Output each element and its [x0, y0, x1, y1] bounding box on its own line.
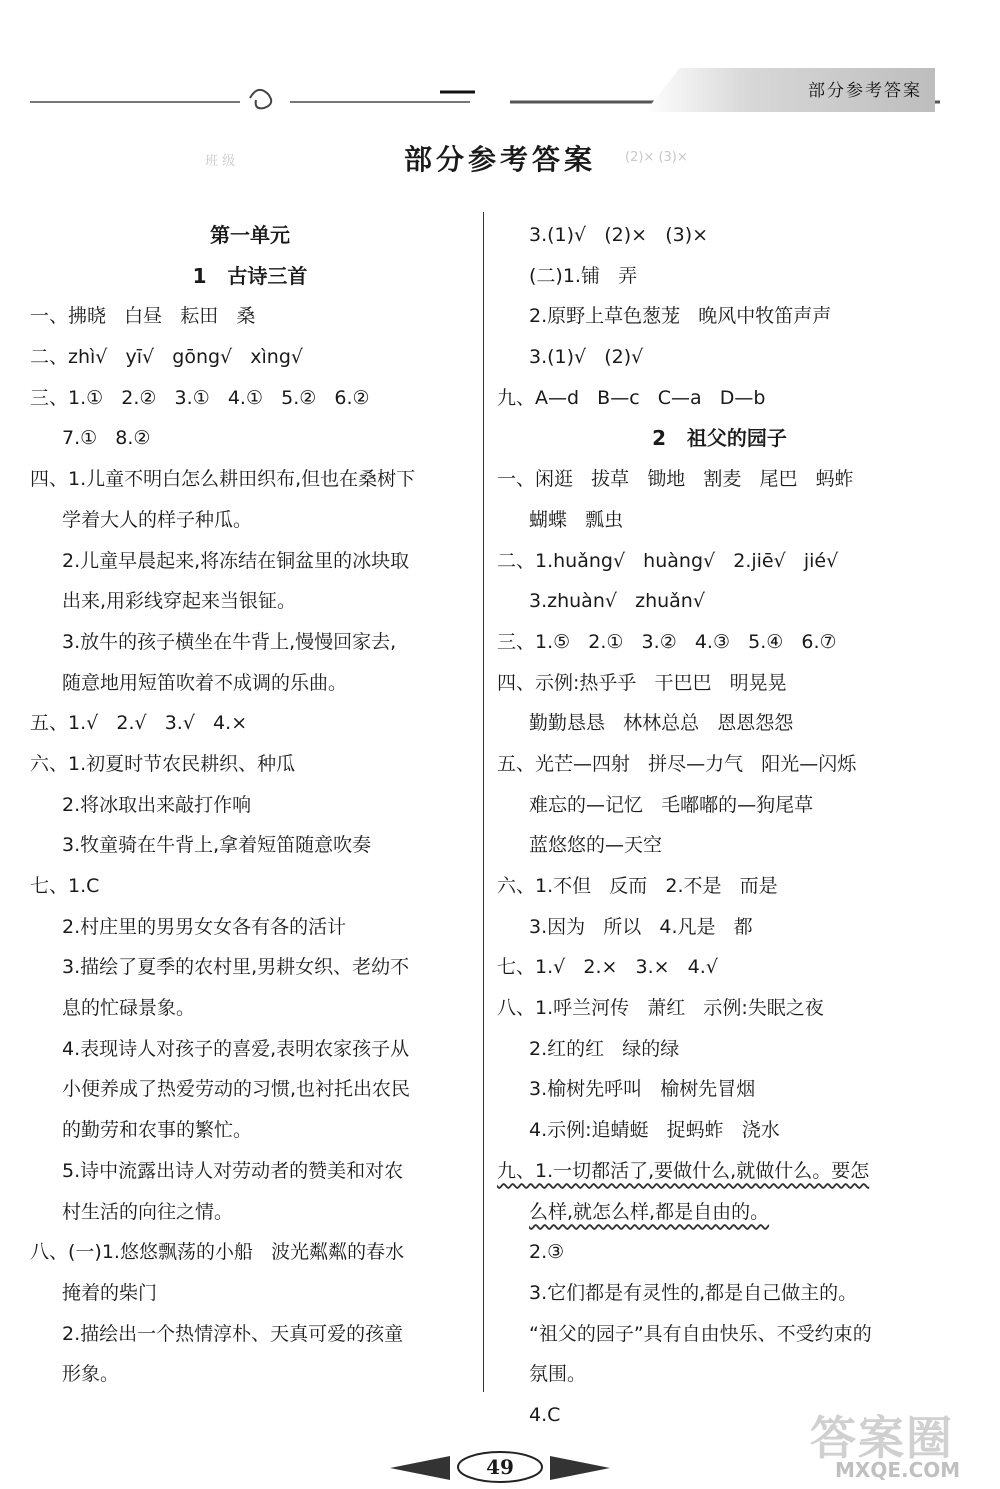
left-line [30, 337, 470, 378]
answer-text: 四、1.儿童不明白怎么耕田织布,但也在桑树下 [30, 468, 416, 491]
answer-text: 村生活的向往之情。 [62, 1200, 234, 1223]
answer-text: 2.红的红 绿的绿 [529, 1037, 680, 1060]
answer-text: 勤勤恳恳 林林总总 恩恩怨怨 [529, 712, 794, 735]
answer-text: 4.表现诗人对孩子的喜爱,表明农家孩子从 [62, 1037, 410, 1060]
right-line [497, 581, 942, 622]
left-line [30, 1029, 470, 1070]
answer-text: 出来,用彩线穿起来当银钲。 [62, 590, 297, 613]
answer-text: 3.放牛的孩子横坐在牛背上,慢慢回家去, [62, 630, 397, 653]
answer-text: 3.牧童骑在牛背上,拿着短笛随意吹奏 [62, 834, 372, 857]
right-line [497, 1314, 942, 1355]
answer-text: 么样,就怎么样,都是自由的。 [529, 1200, 770, 1223]
right-line [497, 500, 942, 541]
right-line [497, 947, 942, 988]
answer-text: 第一单元 [210, 223, 290, 247]
left-line [30, 1232, 470, 1273]
answer-text: 六、1.不但 反而 2.不是 而是 [497, 875, 778, 897]
answer-text: 2.村庄里的男男女女各有各的活计 [62, 915, 347, 938]
answer-text: 五、光芒—四射 拼尽—力气 阳光—闪烁 [497, 752, 857, 775]
answer-text: 3.因为 所以 4.凡是 都 [529, 915, 753, 938]
answer-text: 2.③ [529, 1241, 565, 1264]
left-line [30, 1151, 470, 1192]
answer-text: 1 古诗三首 [192, 263, 308, 288]
right-line [497, 459, 942, 500]
right-line [497, 215, 942, 256]
right-line [497, 663, 942, 704]
answer-text: 掩着的柴门 [62, 1281, 158, 1304]
answer-text: 蝴蝶 瓢虫 [529, 508, 624, 531]
right-line [497, 418, 942, 459]
left-line [30, 785, 470, 826]
right-line [497, 256, 942, 297]
left-line [30, 663, 470, 704]
left-line [30, 825, 470, 866]
faint-mark-left: 班 级 [205, 154, 236, 169]
answer-text: 息的忙碌景象。 [62, 997, 196, 1020]
right-line [497, 296, 942, 337]
answer-text: 一、闲逛 拔草 锄地 割麦 尾巴 蚂蚱 [497, 468, 854, 491]
left-line [30, 907, 470, 948]
right-line [497, 1151, 942, 1192]
answer-text: 二、1.huǎng√ huàng√ 2.jiē√ jié√ [497, 549, 839, 572]
answer-text: 2.儿童早晨起来,将冻结在铜盆里的冰块取 [62, 549, 410, 572]
answer-text: 九、1.一切都活了,要做什么,就做什么。要怎 [497, 1159, 870, 1182]
answer-text: 3.(1)√ (2)√ [529, 346, 644, 369]
right-column [497, 215, 942, 1436]
left-line [30, 866, 470, 907]
left-line [30, 296, 470, 337]
answer-text: 3.zhuàn√ zhuǎn√ [529, 590, 705, 613]
answer-text: 难忘的—记忆 毛嘟嘟的—狗尾草 [529, 793, 814, 816]
right-line [497, 703, 942, 744]
right-line [497, 1069, 942, 1110]
answer-text: 三、1.① 2.② 3.① 4.① 5.② 6.② [30, 386, 370, 409]
answer-text: 3.榆树先呼叫 榆树先冒烟 [529, 1078, 756, 1101]
answer-text: 4.示例:追蜻蜓 捉蚂蚱 浇水 [529, 1119, 780, 1142]
right-line [497, 825, 942, 866]
left-line [30, 1192, 470, 1233]
right-line [497, 1192, 942, 1233]
page-title: 部分参考答案 [403, 143, 596, 176]
right-line [497, 744, 942, 785]
answer-text: 形象。 [62, 1363, 120, 1386]
answer-text: 5.诗中流露出诗人对劳动者的赞美和对农 [62, 1159, 404, 1182]
answer-text: 七、1.C [30, 875, 100, 897]
answer-text: 九、A—d B—c C—a D—b [497, 386, 766, 409]
answer-text: 2 祖父的园子 [652, 426, 787, 451]
answer-text: 一、拂晓 白昼 耘田 桑 [30, 305, 256, 328]
left-line [30, 1314, 470, 1355]
answer-text: 五、1.√ 2.√ 3.√ 4.× [30, 712, 248, 735]
column-divider [483, 212, 484, 1392]
left-line [30, 581, 470, 622]
answer-text: 小便养成了热爱劳动的习惯,也衬托出农民 [62, 1078, 411, 1101]
left-line [30, 1273, 470, 1314]
left-line [30, 256, 470, 297]
right-line [497, 1273, 942, 1314]
faint-mark-right: (2)× (3)× [625, 150, 688, 165]
left-line [30, 988, 470, 1029]
answer-text: 蓝悠悠的—天空 [529, 834, 663, 857]
answer-text: (二)1.铺 弄 [529, 264, 638, 287]
left-line [30, 215, 470, 256]
answer-text: 2.描绘出一个热情淳朴、天真可爱的孩童 [62, 1322, 404, 1345]
answer-text: 4.C [529, 1403, 561, 1426]
right-line [497, 1110, 942, 1151]
right-line [497, 1354, 942, 1395]
answer-text: 八、1.呼兰河传 萧红 示例:失眠之夜 [497, 997, 824, 1020]
right-line [497, 378, 942, 419]
left-line [30, 459, 470, 500]
answer-text: 二、zhì√ yī√ gōng√ xìng√ [30, 346, 304, 369]
left-line [30, 1110, 470, 1151]
right-line [497, 541, 942, 582]
left-line [30, 1069, 470, 1110]
left-line [30, 418, 470, 459]
right-line [497, 988, 942, 1029]
left-line [30, 622, 470, 663]
answer-text: 氛围。 [529, 1363, 587, 1386]
answer-text: 七、1.√ 2.× 3.× 4.√ [497, 956, 718, 979]
left-line [30, 1354, 470, 1395]
answer-text: 3.描绘了夏季的农村里,男耕女织、老幼不 [62, 956, 410, 979]
answer-text: 2.原野上草色葱茏 晚风中牧笛声声 [529, 305, 832, 328]
right-line [497, 866, 942, 907]
watermark-url: MXQE.COM [835, 1458, 961, 1482]
right-line [497, 622, 942, 663]
answer-text: 的勤劳和农事的繁忙。 [62, 1119, 253, 1142]
right-line [497, 1232, 942, 1273]
right-line [497, 907, 942, 948]
answer-text: 3.它们都是有灵性的,都是自己做主的。 [529, 1281, 858, 1304]
left-line [30, 947, 470, 988]
answer-text: 八、(一)1.悠悠飘荡的小船 波光粼粼的春水 [30, 1241, 405, 1264]
watermark-logo: 答案圈 [810, 1411, 954, 1465]
header-section-label: 部分参考答案 [808, 81, 922, 101]
answer-text: 7.① 8.② [62, 427, 151, 450]
answer-text: 六、1.初夏时节农民耕织、种瓜 [30, 752, 296, 775]
left-line [30, 703, 470, 744]
left-column [30, 215, 470, 1395]
answer-text: 三、1.⑤ 2.① 3.② 4.③ 5.④ 6.⑦ [497, 630, 837, 653]
answer-text: 学着大人的样子种瓜。 [62, 508, 253, 531]
left-line [30, 744, 470, 785]
left-line [30, 541, 470, 582]
left-line [30, 378, 470, 419]
answer-text: “祖父的园子”具有自由快乐、不受约束的 [529, 1322, 872, 1345]
page-number: 49 [486, 1455, 514, 1479]
answer-text: 四、示例:热乎乎 干巴巴 明晃晃 [497, 671, 787, 694]
answer-text: 2.将冰取出来敲打作响 [62, 793, 252, 816]
right-line [497, 1029, 942, 1070]
right-line [497, 785, 942, 826]
answer-text: 随意地用短笛吹着不成调的乐曲。 [62, 671, 348, 694]
answer-text: 3.(1)√ (2)× (3)× [529, 224, 709, 246]
right-line [497, 337, 942, 378]
left-line [30, 500, 470, 541]
